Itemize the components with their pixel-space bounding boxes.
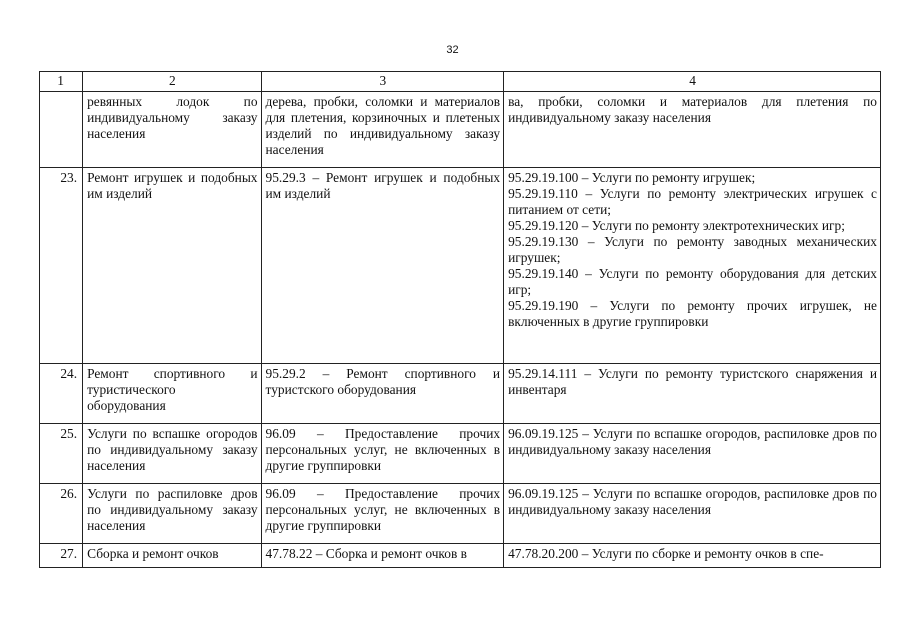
row-number: 23. — [40, 168, 83, 364]
service-code-line: ва, пробки, соломки и материалов для плетения по индивидуальному заказу населения — [508, 94, 877, 125]
service-code-line: 95.29.19.110 – Услуги по ремонту электрических игрушек с питанием от сети; — [508, 186, 877, 217]
service-code-line: 96.09.19.125 – Услуги по вспашке огородов, распиловке дров по индивидуальному заказу населения — [508, 426, 877, 457]
service-code-line: 95.29.19.190 – Услуги по ремонту прочих игрушек, не включенных в другие группировки — [508, 298, 877, 329]
service-code-line: 95.29.19.140 – Услуги по ремонту оборудования для детских игр; — [508, 266, 877, 297]
header-col-2: 2 — [83, 72, 261, 92]
row-number: 27. — [40, 544, 83, 568]
row-service-codes — [504, 424, 881, 484]
row-service-name: Ремонт спортивного и туристического оборудования — [83, 364, 261, 424]
row-okpd-code: 47.78.22 – Сборка и ремонт очков в — [261, 544, 504, 568]
service-code-line: 95.29.14.111 – Услуги по ремонту туристского снаряжения и инвентаря — [508, 366, 877, 397]
header-col-4: 4 — [504, 72, 881, 92]
row-okpd-code: 96.09 – Предоставление прочих персональных услуг, не включенных в другие группировки — [261, 484, 504, 544]
row-number: 25. — [40, 424, 83, 484]
service-code-line: 95.29.19.130 – Услуги по ремонту заводных механических игрушек; — [508, 234, 877, 265]
row-service-name: Ремонт игрушек и подобных им изделий — [83, 168, 261, 364]
row-number — [40, 92, 83, 168]
header-col-1: 1 — [40, 72, 83, 92]
table-row — [40, 364, 881, 424]
row-okpd-code: 95.29.3 – Ремонт игрушек и подобных им изделий — [261, 168, 504, 364]
table-row — [40, 544, 881, 568]
row-service-name: Услуги по вспашке огородов по индивидуальному заказу населения — [83, 424, 261, 484]
service-code-line: 47.78.20.200 – Услуги по сборке и ремонту очков в спе- — [508, 546, 824, 561]
services-table — [39, 71, 881, 568]
service-code-line: 95.29.19.120 – Услуги по ремонту электротехнических игр; — [508, 218, 845, 233]
table-row — [40, 168, 881, 364]
row-service-name: Услуги по распиловке дров по индивидуальному заказу населения — [83, 484, 261, 544]
row-okpd-code: 96.09 – Предоставление прочих персональных услуг, не включенных в другие группировки — [261, 424, 504, 484]
table-header-row — [40, 72, 881, 92]
table-row — [40, 92, 881, 168]
row-number: 24. — [40, 364, 83, 424]
row-service-name: Сборка и ремонт очков — [83, 544, 261, 568]
header-col-3: 3 — [261, 72, 504, 92]
row-okpd-code: 95.29.2 – Ремонт спортивного и туристского оборудования — [261, 364, 504, 424]
row-number: 26. — [40, 484, 83, 544]
row-okpd-code: дерева, пробки, соломки и материалов для плетения, корзиночных и плетеных изделий по индивидуальному заказу населения — [261, 92, 504, 168]
row-service-codes — [504, 544, 881, 568]
row-service-codes — [504, 168, 881, 364]
service-code-line: 96.09.19.125 – Услуги по вспашке огородов, распиловке дров по индивидуальному заказу населения — [508, 486, 877, 517]
table-row — [40, 424, 881, 484]
row-service-name: ревянных лодок по индивидуальному заказу населения — [83, 92, 261, 168]
row-service-codes — [504, 92, 881, 168]
row-service-codes — [504, 364, 881, 424]
table-row — [40, 484, 881, 544]
service-code-line: 95.29.19.100 – Услуги по ремонту игрушек; — [508, 170, 756, 185]
page-number: 32 — [446, 44, 459, 56]
row-service-codes — [504, 484, 881, 544]
